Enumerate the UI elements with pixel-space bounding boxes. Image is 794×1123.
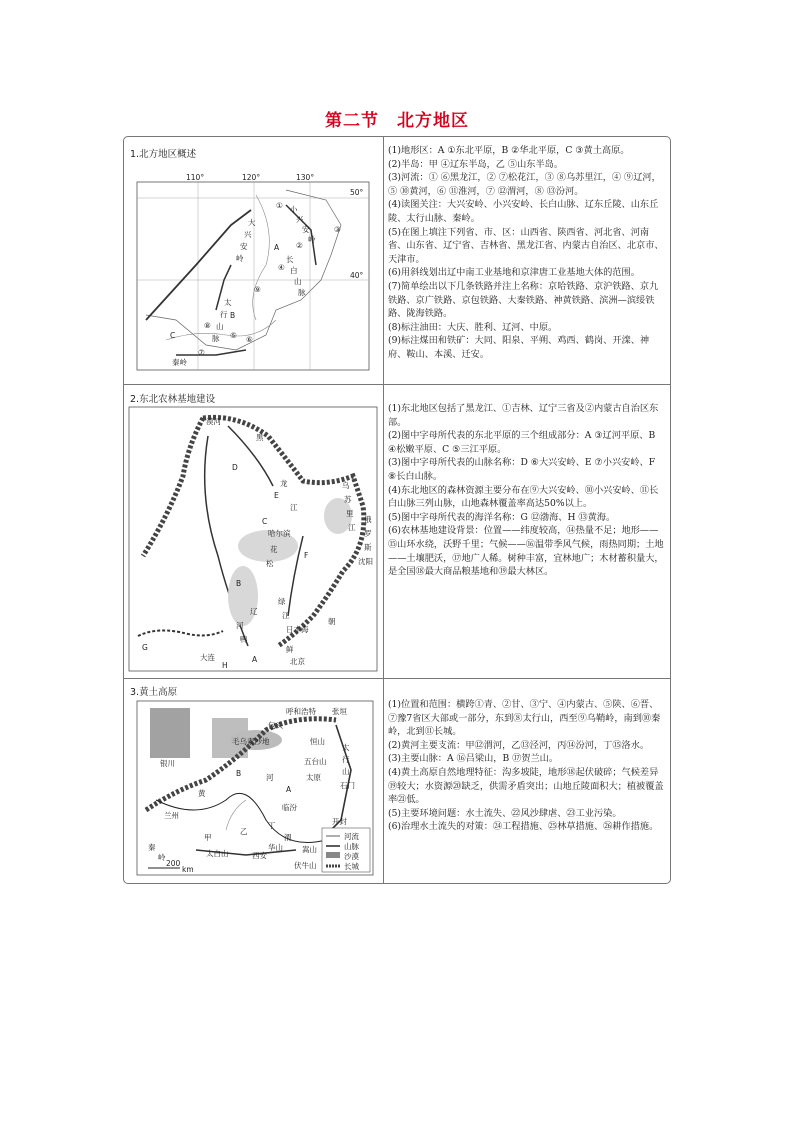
map1-label: 岭 [308, 235, 316, 244]
section-heading-1: 1.北方地区概述 [130, 149, 197, 160]
map2-label: 花 [270, 545, 278, 554]
map3-label: 石门 [340, 781, 355, 790]
map2-label: 北京 [290, 657, 305, 666]
map3-label: 伏牛山 [294, 861, 317, 870]
map1-label: 兴 [244, 230, 252, 239]
map1-label: ⑥ [246, 335, 253, 344]
map2-label: 江 [282, 611, 290, 620]
map1-label: 40° [350, 271, 364, 280]
map1-label: 130° [296, 173, 315, 182]
list-item: (2)图中字母所代表的东北平原的三个组成部分：A ③辽河平原、B ④松嫩平原、C ⑤三江平原。 [388, 430, 656, 455]
map3-label: 张垣 [332, 707, 347, 716]
list-item: (6)用斜线划出辽中南工业基地和京津唐工业基地大体的范围。 [388, 267, 640, 279]
section-2-items [388, 402, 666, 579]
map1-label: 太 [224, 298, 232, 307]
list-item: (4)黄土高原自然地理特征：沟多坡陡，地形⑱起伏破碎；气候差异⑲较大；水资源⑳缺乏，供需矛盾突出；山地丘陵面积大；植被覆盖率㉑低。 [388, 766, 664, 806]
map3-label: 长城 [344, 862, 359, 871]
map1-label: ⑧ [204, 321, 211, 330]
map1-label: 50° [350, 188, 364, 197]
map2-label: 辽 [250, 607, 258, 616]
map3-label: 岭 [158, 853, 166, 862]
map1-label: 长 [286, 255, 294, 264]
list-item: (4)东北地区的森林资源主要分布在⑨大兴安岭、⑩小兴安岭、⑪长白山脉三列山脉，山地森林覆盖率高达50%以上。 [388, 484, 659, 510]
section-heading-2: 2.东北农林基地建设 [130, 394, 216, 405]
map1-label: 兴 [296, 215, 304, 224]
list-item: (1)位置和范围：横跨①青、②甘、③宁、④内蒙古、⑤陕、⑥晋、⑦豫7省区大部或一部分，东到⑧太行山，西至⑨乌鞘岭，南到⑩秦岭，北到⑪长城。 [388, 699, 661, 738]
list-item: (5)在图上填注下列省、市、区：山西省、陕西省、河北省、河南省、山东省、辽宁省、吉林省、黑龙江省、内蒙古自治区、北京市、天津市。 [388, 226, 664, 265]
map3-label: 嵩山 [302, 845, 317, 854]
northeast-map [128, 406, 378, 672]
list-item: (3)河流：① ⑥黑龙江，② ⑦松花江，③ ⑧乌苏里江，④ ⑨辽河，⑤ ⑩黄河，⑥ ⑪淮河，⑦ ⑫渭河，⑧ ⑬汾河。 [388, 172, 661, 197]
map1-label: 岭 [236, 254, 244, 263]
list-item: (1)地形区：A ①东北平原，B ②华北平原，C ③黄土高原。 [388, 145, 630, 156]
section-heading-3: 3.黄土高原 [130, 687, 178, 698]
map1-label: 安 [240, 242, 248, 251]
list-item: (7)简单绘出以下几条铁路并注上名称：京哈铁路、京沪铁路、京九铁路、京广铁路、京包铁路、大秦铁路、神黄铁路、滨洲—滨绥铁路、陇海铁路。 [388, 280, 659, 320]
map1-label: ③ [334, 225, 341, 234]
map2-label: D [232, 463, 238, 472]
map1-label: 120° [242, 173, 261, 182]
map1-label: ② [296, 241, 303, 250]
map1-label: 脉 [212, 334, 220, 343]
map1-label: C [170, 331, 176, 340]
map2-label: 日本海 [286, 625, 309, 634]
map3-label: 华山 [268, 843, 283, 852]
map2-label: 江 [348, 523, 356, 532]
map2-label: A [252, 655, 258, 664]
map3-label: 甲 [204, 833, 212, 842]
map2-label: 沈阳 [358, 557, 373, 566]
list-item: (6)农林基地建设背景：位置——纬度较高，⑭热量不足；地形——⑮山环水绕，沃野千里；气候——⑯温带季风气候，雨热同期；土地——土壤肥沃，⑰地广人稀。树种丰富，宜林地广；木材蓄积量大，是全国⑱最大商品粮基地和⑲最大林区。 [388, 525, 664, 578]
map2-label: E [274, 491, 279, 500]
map2-label: C [262, 517, 268, 526]
map1-label: ⑤ [230, 331, 237, 340]
map1-label: 小 [290, 205, 298, 214]
map3-label: 恒山 [310, 737, 325, 746]
map3-label: 包头 [268, 721, 283, 730]
map2-label: 龙 [280, 479, 288, 488]
map3-label: 西安 [252, 851, 267, 860]
map2-label: 江 [290, 503, 298, 512]
list-item: (2)半岛：甲 ④辽东半岛，乙 ⑤山东半岛。 [388, 158, 564, 170]
map3-label: 河 [266, 773, 274, 782]
map3-label: 太原 [306, 773, 321, 782]
map2-label: 黑 [256, 433, 264, 442]
map3-label: 黄 [198, 789, 206, 798]
map1-label: 行 [220, 310, 228, 319]
map2-label: 鲜 [286, 645, 294, 654]
map3-label: 渭 [284, 833, 292, 842]
map1-label: 白 [290, 266, 298, 275]
map3-label: 200 [166, 859, 181, 868]
map2-label: 河 [236, 621, 244, 630]
map2-label: 斯 [364, 543, 372, 552]
page-title: 第二节 北方地区 [325, 111, 469, 131]
map1-label: 山 [216, 322, 224, 331]
map1-label: 山 [294, 277, 302, 286]
section-divider-2 [123, 678, 671, 679]
column-divider [383, 136, 384, 884]
map2-label: 朝 [328, 617, 336, 626]
map3-label: 行 [342, 755, 350, 764]
map2-label: 鸭 [240, 635, 248, 644]
map2-label: 松 [266, 559, 274, 568]
map3-label: 毛乌素沙地 [232, 737, 270, 746]
map2-label: 俄 [364, 515, 372, 524]
section-3-items [388, 698, 666, 834]
map3-label: 太 [342, 743, 350, 752]
map3-label: 沙漠 [344, 852, 359, 861]
map3-label: 呼和浩特 [286, 707, 316, 716]
map3-label: B [236, 769, 242, 778]
list-item: (2)黄河主要支流：甲⑫渭河，乙⑬泾河，丙⑭汾河，丁⑮洛水。 [388, 739, 650, 751]
map3-label: 山脉 [344, 842, 359, 851]
map2-label: 里 [346, 509, 354, 518]
map2-label: F [304, 551, 309, 560]
loess-plateau-map [136, 700, 374, 876]
map2-label: 苏 [344, 495, 352, 504]
list-item: (8)标注油田：大庆、胜利、辽河、中原。 [388, 321, 558, 333]
list-item: (3)主要山脉：A ⑯吕梁山，B ⑰贺兰山。 [388, 753, 559, 765]
map1-label: 大 [248, 218, 256, 227]
section-divider-1 [123, 384, 671, 385]
map1-label: 脉 [298, 288, 306, 297]
list-item: (9)标注煤田和铁矿：大同、阳泉、平朔、鸡西、鹤岗、开滦、神府、鞍山、本溪、迁安。 [388, 335, 650, 360]
map3-label: 河流 [344, 832, 359, 841]
map1-label: ⑨ [254, 285, 261, 294]
list-item: (5)主要环境问题：水土流失、㉒风沙肆虐、㉓工业污染。 [388, 807, 622, 819]
map2-label: 大连 [200, 653, 215, 662]
map2-label: 漠河 [206, 417, 221, 426]
map2-label: 乌 [342, 481, 350, 490]
map3-label: 山 [342, 767, 350, 776]
map3-label: 开封 [332, 817, 347, 826]
map1-label: B [230, 311, 236, 320]
north-region-map [136, 170, 372, 372]
map3-label: 秦 [148, 843, 156, 852]
map1-label: 110° [186, 173, 205, 182]
map1-label: ⑦ [198, 348, 205, 357]
map2-label: B [236, 579, 242, 588]
list-item: (6)治理水土流失的对策：㉔工程措施、㉕林草措施、㉖耕作措施。 [388, 821, 659, 833]
map1-label: A [274, 243, 280, 252]
map1-label: ① [276, 201, 283, 210]
map3-label: 兰州 [164, 811, 179, 820]
map1-label: ④ [278, 263, 285, 272]
section-1-items [388, 144, 666, 362]
map1-label: 秦岭 [172, 358, 187, 367]
map2-label: 绿 [278, 597, 286, 606]
map3-label: A [286, 785, 292, 794]
map3-label: km [182, 865, 194, 874]
list-item: (5)图中字母所代表的海洋名称：G ⑫渤海、H ⑬黄海。 [388, 511, 616, 523]
map3-label: 乙 [240, 827, 248, 836]
map3-label: 丁 [268, 821, 276, 830]
map1-label: 安 [302, 225, 310, 234]
map2-label: G [142, 643, 148, 652]
map3-label: 临汾 [282, 803, 297, 812]
map2-label: 罗 [364, 529, 372, 538]
list-item: (1)东北地区包括了黑龙江、①吉林、辽宁三省及②内蒙古自治区东部。 [388, 403, 659, 428]
list-item: (4)读图关注：大兴安岭、小兴安岭、长白山脉、辽东丘陵、山东丘陵、太行山脉、秦岭。 [388, 199, 659, 224]
map3-label: 银川 [160, 759, 175, 768]
map2-label: 哈尔滨 [268, 529, 291, 538]
list-item: (3)图中字母所代表的山脉名称：D ⑥大兴安岭、E ⑦小兴安岭、F ⑧长白山脉。 [388, 457, 656, 482]
map3-label: 太白山 [206, 849, 229, 858]
map3-label: 五台山 [304, 757, 327, 766]
map2-label: H [222, 661, 228, 670]
